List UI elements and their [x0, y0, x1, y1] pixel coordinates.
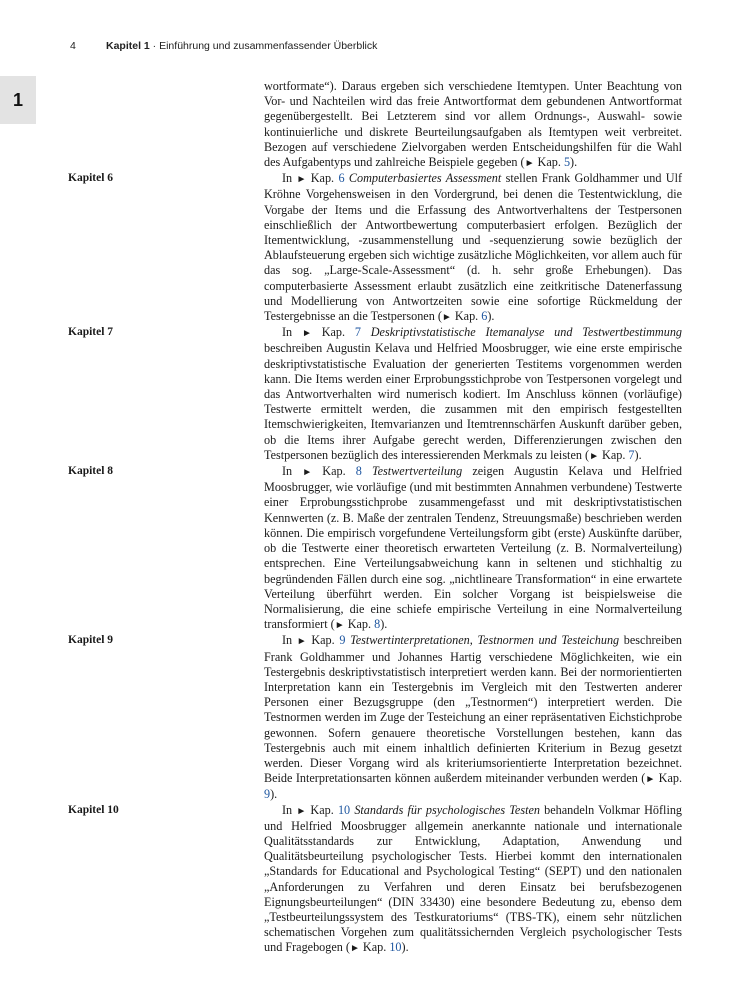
chapter-title: Computerbasiertes Assessment — [348, 171, 502, 186]
chapter-link[interactable]: 10 — [389, 940, 402, 955]
chapter-section — [68, 171, 683, 325]
arrow-icon: ► — [296, 174, 307, 186]
chapter-paragraph: In ► Kap. 7 Deskriptivstatistische Itemanalyse und Testwertbestimmung beschreiben Augustin Kelava und Helfried Moosbrugger, wie eine erste empirische deskriptivstatistische Evaluation der generierten Testitems vorgenommen werden kann. Die Items werden einer Erprobungsstichprobe von Testpersonen vorgelegt und das Antwortverhalten wird numerisch kodiert. Im Anschluss können (vorläufige) Testwerte ermittelt werden, die zusammen mit den empirisch festgestellten Itemschwierigkeiten, Itemvarianzen und Itemtrennschärfen Auskunft darüber geben, ob die Items ihrer Aufgabe gerecht werden, Differenzierungen zwischen den Testpersonen bezüglich des interessierenden Merkmals zu leisten (► Kap. 7). — [264, 325, 683, 462]
arrow-icon: ► — [301, 328, 312, 340]
chapter-text: zeigen Augustin Kelava und Helfried Moosbrugger, wie vorläufige (und mit bestimmten Annahmen verbundene) Testwerte einer Erprobungsstichprobe zusammengefasst und mit deskriptivstatistischen Kennwerten (z. B. Maße der zentralen Tendenz, Streuungsmaße) beschrieben werden können. Die empirisch vorgefundene Verteilungsform gibt (erste) Auskünfte darüber, ob die Testwerte einer theoretisch erwarteten Verteilung (z. B. Normalverteilung) entsprechen. Eine Verteilungsabweichung kann in seltenen und stichhaltig zu begründenden Fällen durch eine sog. „nichtlineare Transformation“ in eine erwartete Verteilung überführt werden. Ein solcher Vorgang ist beispielsweise die Normalisierung, die eine schiefe empirische Verteilung in eine Normalverteilung transformiert ( — [264, 464, 682, 632]
arrow-icon: ► — [302, 467, 313, 479]
running-chapter-title: · Einführung und zusammenfassender Überblick — [149, 40, 378, 52]
chapter-section — [68, 633, 682, 802]
arrow-icon: ► — [296, 636, 307, 648]
chapter-text: beschreiben Frank Goldhammer und Johannes Hartig verschiedene Möglichkeiten, wie ein Testergebnis deskriptivstatistisch interpretiert werden kann. Bei der normorientierten Interpretation kann ein Testergebnis im Vergleich mit den Testwerten anderer Personen einer Bezugsgruppe (den „Testnormen“) interpretiert werden. Die Testnormen werden im Zuge der Testeichung an einer repräsentativen Eichstichprobe gewonnen. Sofern genauere theoretische Vorstellungen bestehen, kann das Testergebnis auch mit einem inhaltlich definierten Kriterium in Bezug gesetzt werden. Dieser Vorgang wird als kriteriumsorientierte Interpretation bezeichnet. Beide Interpretationsarten können außerdem miteinander verbunden werden ( — [264, 633, 682, 786]
arrow-icon: ► — [349, 943, 360, 955]
chapter-tab: 1 — [0, 76, 36, 124]
running-title — [106, 40, 377, 52]
chapter-link[interactable]: 6 — [338, 171, 345, 186]
chapter-text: stellen Frank Goldhammer und Ulf Kröhne Vorgehensweisen in den Vordergrund, bei denen die Testentwicklung, die Vorgabe der Items und die Erfassung des Antwortverhaltens der Testpersonen einschließlich der Antwortbewertung computerbasiert erfolgen. Bezüglich der Itementwicklung, -zusammenstellung und -sequenzierung sowie bezüglich der Ablaufsteuerung ergeben sich wichtige zusätzliche Möglichkeiten, vor allem auch für das sog. „Large-Scale-Assessment“ (d. h. sehr große Erhebungen). Das computerbasierte Assessment erlaubt zusätzlich eine zeitkritische Datenerfassung und Modellierung von Antwortzeiten sowie eine sofortige Rückmeldung der Testergebnisse an die Testpersonen ( — [264, 171, 683, 324]
arrow-icon: ► — [296, 805, 307, 817]
intro-text: wortformate“). Daraus ergeben sich verschiedene Itemtypen. Unter Beachtung von Vor- und Nachteilen wird das freie Antwortformat dem gebundenen Antwortformat gegenübergestellt. Bei Letzterem sind vor allem Ordnungs-, Auswahl- sowie kontinuierliche und diskrete Beurteilungsaufgaben als Itemtypen weit verbreitet. Bezogen auf verschiedene Zielvorgaben werden Entscheidungshilfen für die Wahl des Aufgabentyps und zahlreiche Beispiele gegeben ( — [264, 79, 682, 170]
chapter-section — [68, 464, 682, 633]
running-header — [0, 36, 751, 58]
margin-label: Kapitel 10 — [68, 803, 119, 816]
chapter-title: Testwertverteilung — [371, 464, 463, 479]
chapter-paragraph: In ► Kap. 10 Standards für psychologisches Testen behandeln Volkmar Höfling und Helfried Moosbrugger allgemein anerkannte nationale und internationale Qualitätsstandards zur Entwicklung, Adaptation, Anwendung und Qualitätsbeurteilung psychologischer Tests. Hierbei kommt den internationalen „Standards for Educational and Psychological Testing“ (SEPT) und den nationalen „Anforderungen zu Verfahren und deren Einsatz bei berufsbezogenen Eignungsbeurteilungen“ (DIN 33430) eine besondere Bedeutung zu, ebenso dem „Testbeurteilungssystem des Testkuratoriums“ (TBS-TK), einem sehr nützlichen schematischen Vorgehen zum qualitätssichernden Vergleich psychologischer Tests und Fragebogen (► Kap. 10). — [264, 802, 683, 955]
chapter-link[interactable]: 6 — [481, 309, 488, 324]
margin-label: Kapitel 9 — [68, 634, 114, 647]
arrow-icon: ► — [334, 620, 345, 632]
chapter-title: Testwertinterpretationen, Testnormen und Testeichung — [350, 633, 620, 648]
chapter-link[interactable]: 8 — [374, 617, 381, 632]
chapter-link[interactable]: 7 — [628, 447, 635, 462]
page-number: 4 — [70, 40, 76, 52]
margin-label: Kapitel 7 — [68, 326, 114, 339]
chapter-link[interactable]: 9 — [264, 787, 271, 802]
chapter-link[interactable]: 5 — [563, 155, 571, 170]
running-chapter-label: Kapitel 1 — [106, 40, 150, 52]
chapter-link[interactable]: 9 — [339, 633, 346, 648]
chapter-text: beschreiben Augustin Kelava und Helfried Moosbrugger, wie eine erste empirische deskriptivstatistische Evaluation der generierten Testitems vorgenommen werden kann. Die Items werden einer Erprobungsstichprobe von Testpersonen vorgelegt und das Antwortverhalten wird numerisch kodiert. Im Anschluss können (vorläufige) Testwerte ermittelt werden, die zusammen mit den empirisch festgestellten Itemschwierigkeiten, Itemvarianzen und Itemtrennschärfen Auskunft darüber geben, ob die Items ihrer Aufgabe gerecht werden, Differenzierungen zwischen den Testpersonen bezüglich des interessierenden Merkmals zu leisten ( — [264, 341, 682, 462]
chapter-paragraph: In ► Kap. 9 Testwertinterpretationen, Testnormen und Testeichung beschreiben Frank Goldhammer und Johannes Hartig verschiedene Möglichkeiten, wie ein Testergebnis deskriptivstatistisch interpretiert werden kann. Bei der normorientierten Interpretation kann ein Testergebnis im Vergleich mit den Testwerten anderer Personen einer Bezugsgruppe (den „Testnormen“) interpretiert werden. Die Testnormen werden im Zuge der Testeichung an einer repräsentativen Eichstichprobe gewonnen. Sofern genauere theoretische Vorstellungen bestehen, kann das Testergebnis auch mit einem inhaltlich definierten Kriterium in Bezug gesetzt werden. Dieser Vorgang wird als kriteriumsorientierte Interpretation bezeichnet. Beide Interpretationsarten können außerdem miteinander verbunden werden (► Kap. 9). — [264, 633, 682, 802]
chapter-section — [68, 325, 683, 464]
chapter-text: behandeln Volkmar Höfling und Helfried Moosbrugger allgemein anerkannte nationale und internationale Qualitätsstandards zur Entwicklung, Adaptation, Anwendung und Qualitätsbeurteilung psychologischer Tests. Hierbei kommt den internationalen „Standards for Educational and Psychological Testing“ (SEPT) und den nationalen „Anforderungen zu Verfahren und deren Einsatz bei berufsbezogenen Eignungsbeurteilungen“ (DIN 33430) eine besondere Bedeutung zu, ebenso dem „Testbeurteilungssystem des Testkuratoriums“ (TBS-TK), einem sehr nützlichen schematischen Vorgehen zum qualitätssichernden Vergleich psychologischer Tests und Fragebogen ( — [264, 802, 683, 955]
chapter-link[interactable]: 7 — [354, 325, 361, 340]
main-text — [68, 79, 683, 957]
chapter-paragraph: In ► Kap. 6 Computerbasiertes Assessment stellen Frank Goldhammer und Ulf Kröhne Vorgehensweisen in den Vordergrund, bei denen die Testentwicklung, die Vorgabe der Items und die Erfassung des Antwortverhaltens der Testpersonen einschließlich der Antwortbewertung computerbasiert erfolgen. Bezüglich der Itementwicklung, -zusammenstellung und -sequenzierung sowie bezüglich der Ablaufsteuerung ergeben sich wichtige zusätzliche Möglichkeiten, vor allem auch für das sog. „Large-Scale-Assessment“ (d. h. sehr große Erhebungen). Das computerbasierte Assessment erlaubt zusätzlich eine zeitkritische Datenerfassung und Modellierung von Antwortzeiten sowie eine sofortige Rückmeldung der Testergebnisse an die Testpersonen (► Kap. 6). — [264, 171, 683, 324]
chapter-paragraph: In ► Kap. 8 Testwertverteilung zeigen Augustin Kelava und Helfried Moosbrugger, wie vorläufige (und mit bestimmten Annahmen verbundene) Testwerte einer Erprobungsstichprobe zusammengefasst und mit deskriptivstatistischen Kennwerten (z. B. Maße der zentralen Tendenz, Streuungsmaße) beschrieben werden können. Die empirisch vorgefundene Verteilungsform gibt (erste) Auskünfte darüber, ob die Testwerte einer theoretisch erwarteten Verteilung (z. B. Normalverteilung) entsprechen. Eine Verteilungsabweichung kann in seltenen und stichhaltig zu begründenden Fällen durch eine sog. „nichtlineare Transformation“ in eine erwartete Verteilung überführt werden. Ein solcher Vorgang ist beispielsweise die Normalisierung, die eine schiefe empirische Verteilung in eine Normalverteilung transformiert (► Kap. 8). — [264, 464, 682, 632]
chapter-link[interactable]: 8 — [355, 464, 362, 479]
margin-label: Kapitel 6 — [68, 172, 114, 185]
chapter-title: Standards für psychologisches Testen — [354, 802, 540, 817]
intro-paragraph: wortformate“). Daraus ergeben sich verschiedene Itemtypen. Unter Beachtung von Vor- und Nachteilen wird das freie Antwortformat dem gebundenen Antwortformat gegenübergestellt. Bei Letzterem sind vor allem Ordnungs-, Auswahl- sowie kontinuierliche und diskrete Beurteilungsaufgaben als Itemtypen weit verbreitet. Bezogen auf verschiedene Zielvorgaben werden Entscheidungshilfen für die Wahl des Aufgabentyps und zahlreiche Beispiele gegeben (► Kap. 5). — [264, 79, 682, 170]
arrow-icon: ► — [589, 450, 599, 462]
arrow-icon: ► — [524, 158, 535, 170]
chapter-link[interactable]: 10 — [337, 802, 351, 817]
margin-label: Kapitel 8 — [68, 465, 114, 478]
chapter-section — [68, 802, 683, 957]
chapter-title: Deskriptivstatistische Itemanalyse und Testwertbestimmung — [370, 325, 683, 340]
arrow-icon: ► — [441, 312, 452, 324]
arrow-icon: ► — [645, 774, 656, 786]
